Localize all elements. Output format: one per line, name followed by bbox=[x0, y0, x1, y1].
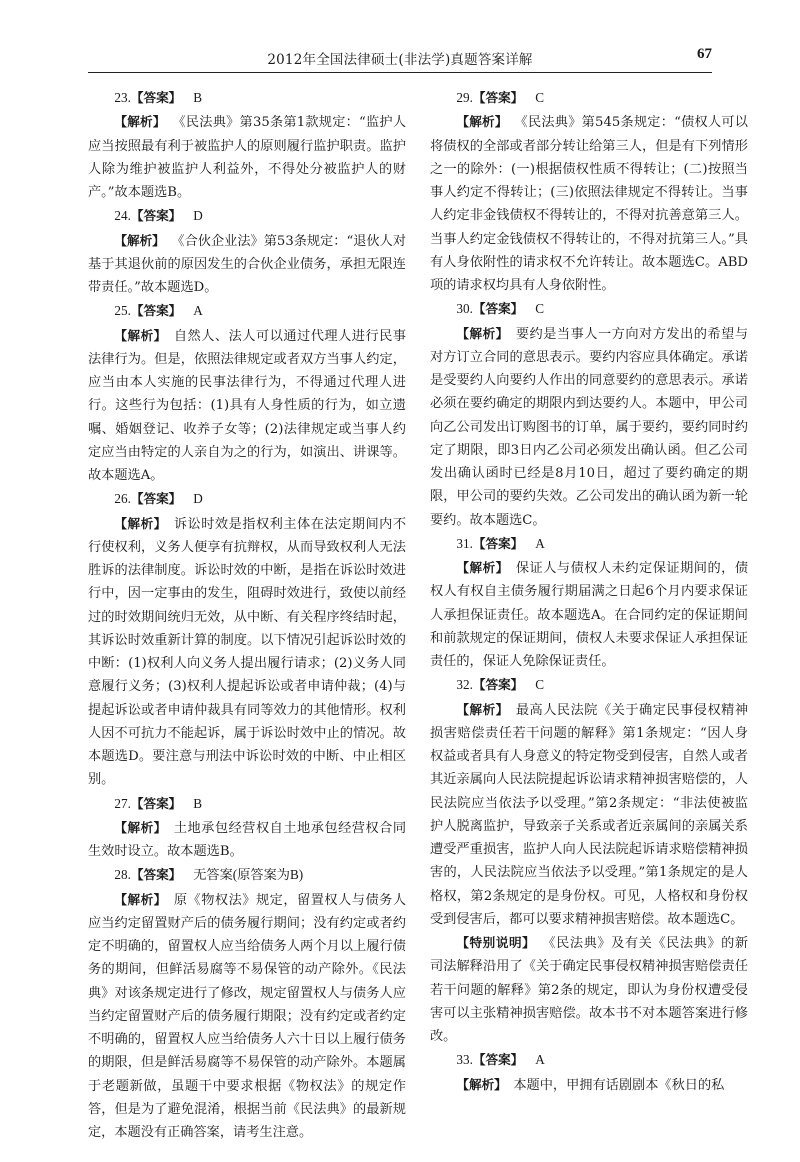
explanation-tag: 【解析】 bbox=[114, 515, 167, 531]
question-number: 30. bbox=[456, 301, 473, 317]
explanation-text: 《民法典》第545条规定：“债权人可以将债权的全部或者部分转让给第三人，但是有下列情形之一的除外：(一)根据债权性质不得转让；(二)按照当事人约定不得转让；(三)依照法律规定不得转让。当事人约定非金钱债权不得转让的，不得对抗善意第三人。当事人约定金钱债权不得转让的，不得对抗第三人。”具有人身依附性的请求权不允许转让。故本题选C。ABD项的请求权均具有人身依附性。 bbox=[430, 115, 748, 293]
answer-tag: 【答案】 bbox=[130, 90, 182, 105]
answer-tag: 【答案】 bbox=[472, 535, 524, 551]
answer-line bbox=[430, 86, 748, 110]
answer-tag: 【答案】 bbox=[472, 1052, 524, 1068]
page-number: 67 bbox=[697, 46, 712, 62]
question-number: 29. bbox=[456, 90, 473, 105]
answer-line bbox=[430, 1048, 748, 1072]
answer-tag: 【答案】 bbox=[130, 795, 182, 811]
answer-value: D bbox=[193, 491, 203, 507]
question-number: 26. bbox=[114, 491, 131, 507]
explanation-paragraph bbox=[88, 229, 406, 300]
explanation-tag: 【解析】 bbox=[456, 325, 509, 341]
answer-line bbox=[88, 204, 406, 228]
explanation-tag: 【解析】 bbox=[456, 1076, 507, 1092]
right-column bbox=[430, 86, 748, 1097]
answer-value: C bbox=[535, 90, 545, 105]
answer-value: C bbox=[535, 677, 545, 693]
answer-tag: 【答案】 bbox=[130, 867, 182, 883]
answer-tag: 【答案】 bbox=[472, 90, 524, 105]
answer-value: B bbox=[193, 795, 203, 811]
explanation-text: 《民法典》及有关《民法典》的新司法解释沿用了《关于确定民事侵权精神损害赔偿责任若干问题的解释》第2条的规定，即认为身份权遭受侵害可以主张精神损害赔偿。故本书不对本题答案进行修改。 bbox=[430, 936, 749, 1044]
explanation-text: 自然人、法人可以通过代理人进行民事法律行为。但是，依照法律规定或者双方当事人约定，应当由本人实施的民事法律行为，不得通过代理人进行。这些行为包括：(1)具有人身性质的行为，如立遗嘱、婚姻登记、收养子女等；(2)法律规定或当事人约定应当由特定的人亲自为之的行为，如演出、讲课等。故本题选A。 bbox=[88, 328, 407, 483]
answer-line bbox=[430, 297, 748, 321]
explanation-text: 保证人与债权人未约定保证期间的，债权人有权自主债务履行期届满之日起6个月内要求保证人承担保证责任。故本题选A。在合同约定的保证期间和前款规定的保证期间，债权人未要求保证人承担保证责任的，保证人免除保证责任。 bbox=[430, 561, 749, 669]
answer-value: A bbox=[535, 535, 545, 551]
answer-value: A bbox=[193, 303, 203, 319]
explanation-tag: 【解析】 bbox=[114, 891, 167, 907]
explanation-paragraph bbox=[88, 324, 406, 488]
explanation-tag: 【特别说明】 bbox=[456, 935, 536, 950]
explanation-tag: 【解析】 bbox=[456, 560, 509, 575]
explanation-paragraph bbox=[430, 322, 748, 532]
question-number: 28. bbox=[114, 867, 131, 883]
answer-line bbox=[88, 299, 406, 323]
explanation-paragraph bbox=[430, 556, 748, 673]
explanation-paragraph bbox=[430, 931, 748, 1048]
explanation-paragraph bbox=[88, 110, 406, 204]
question-number: 32. bbox=[456, 677, 473, 693]
explanation-paragraph bbox=[430, 698, 748, 932]
explanation-paragraph bbox=[430, 110, 748, 297]
explanation-paragraph bbox=[88, 512, 406, 792]
answer-line bbox=[430, 532, 748, 556]
answer-tag: 【答案】 bbox=[472, 677, 524, 693]
explanation-tag: 【解析】 bbox=[456, 701, 509, 717]
question-number: 27. bbox=[114, 795, 131, 811]
left-column bbox=[88, 86, 406, 1144]
explanation-tag: 【解析】 bbox=[114, 232, 165, 248]
question-number: 31. bbox=[456, 535, 473, 551]
question-number: 24. bbox=[114, 208, 131, 224]
header-title: 2012年全国法律硕士(非法学)真题答案详解 bbox=[267, 52, 533, 68]
explanation-paragraph bbox=[88, 816, 406, 864]
explanation-tag: 【解析】 bbox=[114, 114, 166, 130]
explanation-text: 诉讼时效是指权利主体在法定期间内不行使权利，义务人便享有抗辩权，从而导致权利人无法胜诉的法律制度。诉讼时效的中断，是指在诉讼时效进行中，因一定事由的发生，阻碍时效进行，致使以前经过的时效期间统归无效，从中断、有关程序终结时起，其诉讼时效重新计算的制度。以下情况引起诉讼时效的中断：(1)权利人向义务人提出履行请求；(2)义务人同意履行义务；(3)权利人提起诉讼或者申请仲裁；(4)与提起诉讼或者申请仲裁具有同等效力的其他情形。权利人因不可抗力不能起诉，属于诉讼时效中止的情况。故本题选D。要注意与刑法中诉讼时效的中断、中止相区别。 bbox=[88, 516, 407, 788]
question-number: 25. bbox=[114, 303, 131, 319]
question-number: 23. bbox=[114, 90, 131, 105]
answer-value: D bbox=[193, 208, 203, 224]
explanation-paragraph bbox=[430, 1073, 748, 1097]
explanation-tag: 【解析】 bbox=[114, 327, 167, 343]
answer-line bbox=[88, 792, 406, 816]
answer-line bbox=[430, 673, 748, 697]
answer-line bbox=[88, 86, 406, 110]
answer-tag: 【答案】 bbox=[130, 303, 182, 319]
page-header bbox=[88, 46, 712, 73]
answer-tag: 【答案】 bbox=[130, 491, 182, 507]
answer-value: A bbox=[535, 1052, 545, 1068]
explanation-text: 要约是当事人一方向对方发出的希望与对方订立合同的意思表示。要约内容应具体确定。承诺是受要约人向要约人作出的同意要约的意思表示。承诺必须在要约确定的期限内到达要约人。本题中，甲公司向乙公司发出订购图书的订单，属于要约，要约同时约定了期限，即3日内乙公司必须发出确认函。但乙公司发出确认函时已经是8月10日，超过了要约确定的期限，甲公司的要约失效。乙公司发出的确认函为新一轮要约。故本题选C。 bbox=[430, 326, 749, 528]
question-number: 33. bbox=[456, 1052, 473, 1068]
explanation-paragraph bbox=[88, 888, 406, 1145]
answer-tag: 【答案】 bbox=[472, 301, 524, 317]
answer-tag: 【答案】 bbox=[130, 208, 182, 224]
answer-value: 无答案(原答案为B) bbox=[193, 867, 304, 883]
explanation-text: 土地承包经营权自土地承包经营权合同生效时设立。故本题选B。 bbox=[88, 820, 407, 859]
answer-line bbox=[88, 487, 406, 511]
answer-value: B bbox=[193, 90, 203, 105]
explanation-text: 原《物权法》规定，留置权人与债务人应当约定留置财产后的债务履行期间；没有约定或者约定不明确的，留置权人应当给债务人两个月以上履行债务的期间，但鲜活易腐等不易保管的动产除外。《民法典》对该条规定进行了修改，规定留置权人与债务人应当约定留置财产后的债务履行期限；没有约定或者约定不明确的，留置权人应当给债务人六十日以上履行债务的期限，但是鲜活易腐等不易保管的动产除外。本题属于老题新做，虽题干中要求根据《物权法》的规定作答，但是为了避免混淆，根据当前《民法典》的最新规定，本题没有正确答案，请考生注意。 bbox=[88, 892, 407, 1140]
answer-value: C bbox=[535, 301, 545, 317]
explanation-text: 最高人民法院《关于确定民事侵权精神损害赔偿责任若干问题的解释》第1条规定：“因人身权益或者具有人身意义的特定物受到侵害，自然人或者其近亲属向人民法院提起诉讼请求精神损害赔偿的，人民法院应当依法予以受理。”第2条规定：“非法使被监护人脱离监护，导致亲子关系或者近亲属间的亲属关系遭受严重损害，监护人向人民法院起诉请求赔偿精神损害的，人民法院应当依法予以受理。”第1条规定的是人格权，第2条规定的是身份权。可见，人格权和身份权受到侵害后，都可以要求精神损害赔偿。故本题选C。 bbox=[430, 702, 749, 927]
explanation-text: 《合伙企业法》第53条规定：“退伙人对基于其退伙前的原因发生的合伙企业债务，承担无限连带责任。”故本题选D。 bbox=[88, 233, 407, 295]
explanation-text: 《民法典》第35条第1款规定：“监护人应当按照最有利于被监护人的原则履行监护职责。监护人除为维护被监护人利益外，不得处分被监护人的财产。”故本题选B。 bbox=[88, 115, 407, 200]
answer-line bbox=[88, 863, 406, 887]
explanation-text: 本题中，甲拥有话剧剧本《秋日的私 bbox=[513, 1077, 725, 1093]
explanation-tag: 【解析】 bbox=[114, 819, 167, 835]
explanation-tag: 【解析】 bbox=[456, 114, 508, 130]
